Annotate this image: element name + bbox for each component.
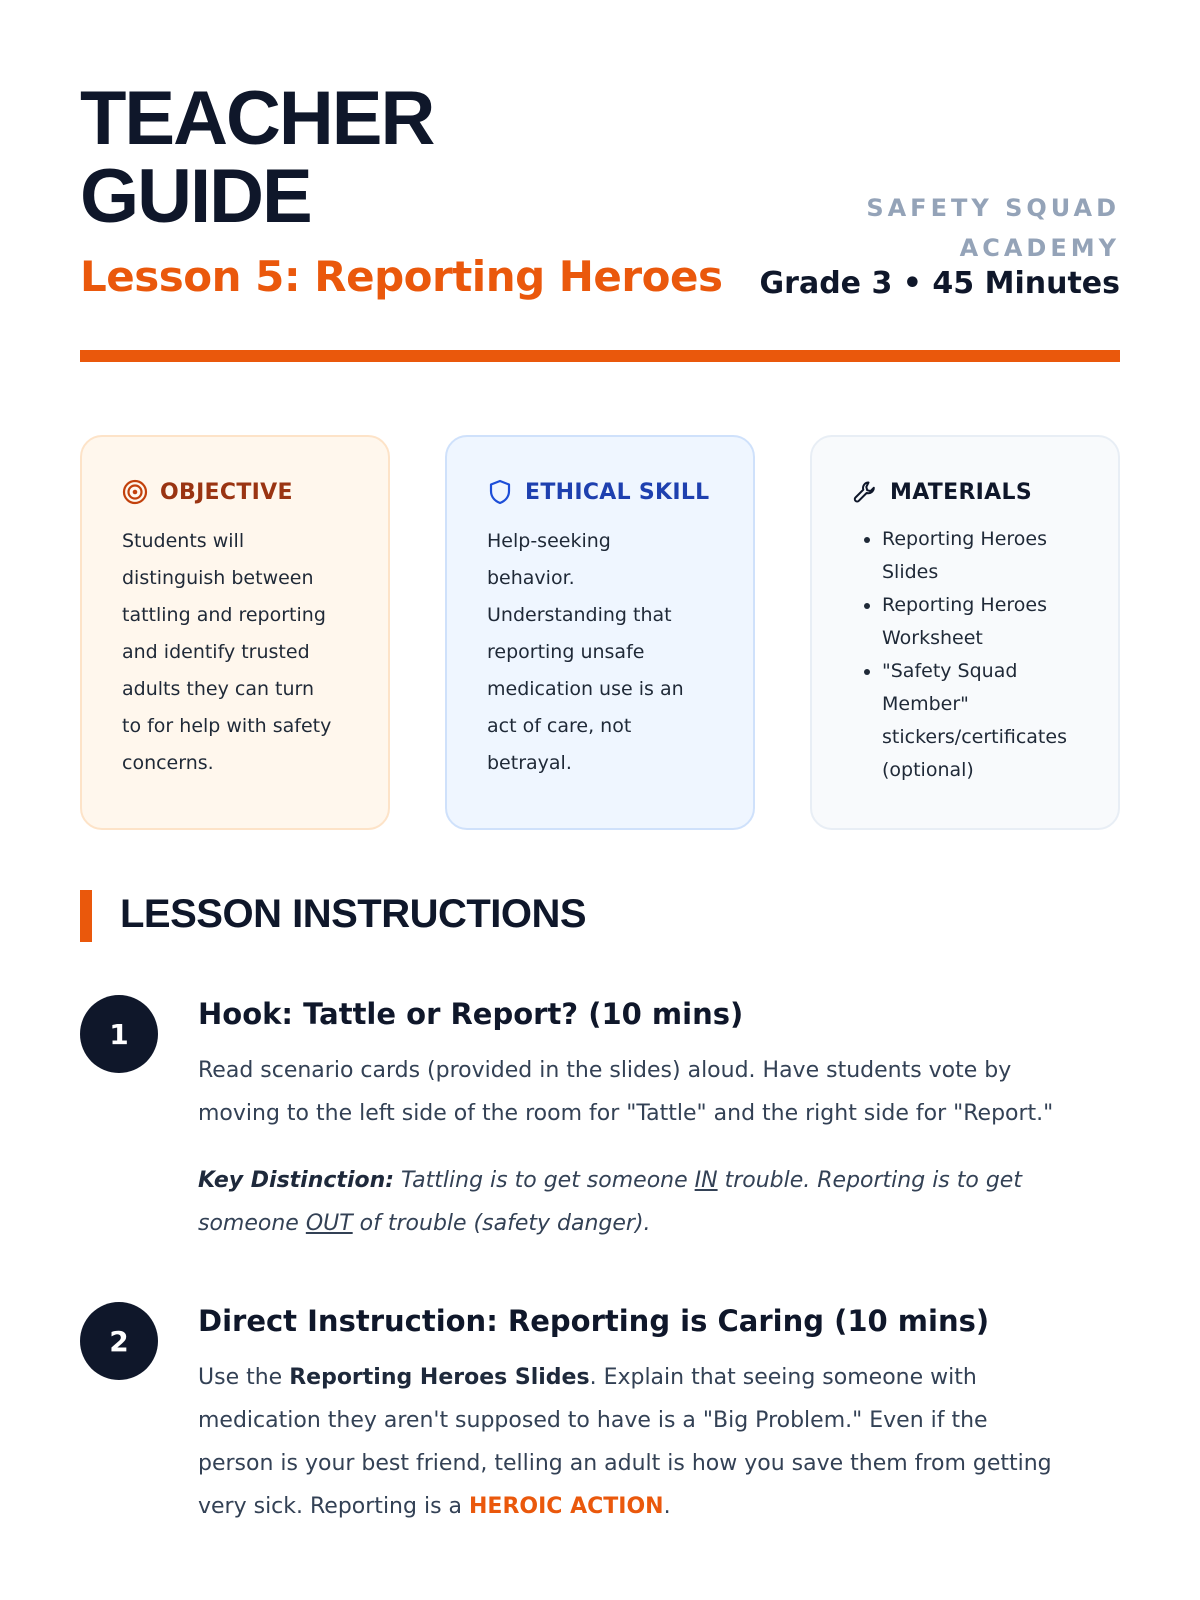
- section-accent-bar: [80, 890, 92, 942]
- step-text: . Explain that seeing someone with: [589, 1365, 977, 1390]
- objective-label: OBJECTIVE: [160, 479, 293, 505]
- lesson-subtitle: Lesson 5: Reporting Heroes: [80, 252, 723, 301]
- title-line-2: GUIDE: [80, 154, 311, 239]
- step-title: Hook: Tattle or Report? (10 mins): [198, 997, 744, 1031]
- material-text: Member": [882, 693, 969, 715]
- target-icon: [122, 479, 148, 505]
- brand-line-1: SAFETY SQUAD: [866, 194, 1120, 222]
- brand-name: [820, 188, 1120, 268]
- objective-line: distinguish between: [122, 567, 314, 589]
- key-emphasis-out: OUT: [305, 1211, 353, 1236]
- brand-line-2: ACADEMY: [959, 234, 1120, 262]
- step-text-line: Read scenario cards (provided in the slides) aloud. Have students vote by: [198, 1058, 1012, 1083]
- slides-reference: Reporting Heroes Slides: [289, 1365, 590, 1390]
- ethical-card-header: [487, 479, 713, 505]
- materials-card-header: [852, 479, 1078, 505]
- material-text: • Reporting Heroes: [882, 594, 1047, 616]
- wrench-icon: [852, 479, 878, 505]
- step-content: [198, 1302, 1118, 1528]
- material-text: stickers/certificates: [882, 726, 1067, 748]
- objective-line: and identify trusted: [122, 641, 310, 663]
- objective-text: [122, 523, 348, 782]
- objective-line: to for help with safety: [122, 715, 332, 737]
- step-text: very sick. Reporting is a: [198, 1494, 469, 1519]
- grade-duration: Grade 3 • 45 Minutes: [759, 266, 1120, 301]
- ethical-line: reporting unsafe: [487, 641, 645, 663]
- objective-card-header: [122, 479, 348, 505]
- step-description: [198, 1356, 1118, 1528]
- objective-card: [80, 435, 390, 830]
- step-number-badge: 1: [80, 995, 158, 1073]
- ethical-skill-text: [487, 523, 713, 782]
- step-text-line: medication they aren't supposed to have is a "Big Problem." Even if the: [198, 1408, 988, 1433]
- ethical-skill-label: ETHICAL SKILL: [525, 479, 710, 505]
- shield-icon: [487, 479, 513, 505]
- step-text: Use the: [198, 1365, 290, 1390]
- list-item: [882, 523, 1078, 589]
- page-title: [80, 76, 434, 239]
- key-text: someone: [198, 1211, 306, 1236]
- step-description: [198, 1049, 1118, 1135]
- material-text: Worksheet: [882, 627, 983, 649]
- materials-label: MATERIALS: [890, 479, 1032, 505]
- material-text: Slides: [882, 561, 939, 583]
- ethical-line: act of care, not: [487, 715, 632, 737]
- list-item: [882, 589, 1078, 655]
- title-line-1: TEACHER: [80, 76, 434, 161]
- materials-list: [852, 523, 1078, 787]
- key-text: Tattling is to get someone: [394, 1168, 695, 1193]
- ethical-line: betrayal.: [487, 752, 572, 774]
- heroic-action-highlight: HEROIC ACTION: [469, 1494, 664, 1519]
- ethical-skill-card: [445, 435, 755, 830]
- step-text-line: moving to the left side of the room for "Tattle" and the right side for "Report.": [198, 1101, 1054, 1126]
- key-text: trouble. Reporting is to get: [717, 1168, 1022, 1193]
- header: [80, 76, 1120, 350]
- step-text-line: person is your best friend, telling an adult is how you save them from getting: [198, 1451, 1052, 1476]
- section-title: LESSON INSTRUCTIONS: [120, 892, 587, 936]
- ethical-line: medication use is an: [487, 678, 684, 700]
- teacher-guide-page: [80, 76, 1120, 1519]
- key-distinction-label: Key Distinction:: [198, 1168, 395, 1193]
- key-text: of trouble (safety danger).: [352, 1211, 651, 1236]
- material-text: • Reporting Heroes: [882, 528, 1047, 550]
- list-item: [882, 655, 1078, 787]
- key-distinction: [198, 1159, 1118, 1245]
- info-cards: [80, 435, 1120, 835]
- material-text: (optional): [882, 759, 974, 781]
- key-emphasis-in: IN: [694, 1168, 718, 1193]
- ethical-line: Understanding that: [487, 604, 672, 626]
- objective-line: Students will: [122, 530, 245, 552]
- objective-line: adults they can turn: [122, 678, 315, 700]
- ethical-line: behavior.: [487, 567, 575, 589]
- header-divider: [80, 350, 1120, 362]
- step-number-badge: 2: [80, 1302, 158, 1380]
- objective-line: tattling and reporting: [122, 604, 326, 626]
- step-title: Direct Instruction: Reporting is Caring (10 mins): [198, 1304, 990, 1338]
- material-text: • "Safety Squad: [882, 660, 1018, 682]
- ethical-line: Help-seeking: [487, 530, 611, 552]
- objective-line: concerns.: [122, 752, 214, 774]
- step-content: [198, 995, 1118, 1245]
- step-text: .: [663, 1494, 671, 1519]
- materials-card: [810, 435, 1120, 830]
